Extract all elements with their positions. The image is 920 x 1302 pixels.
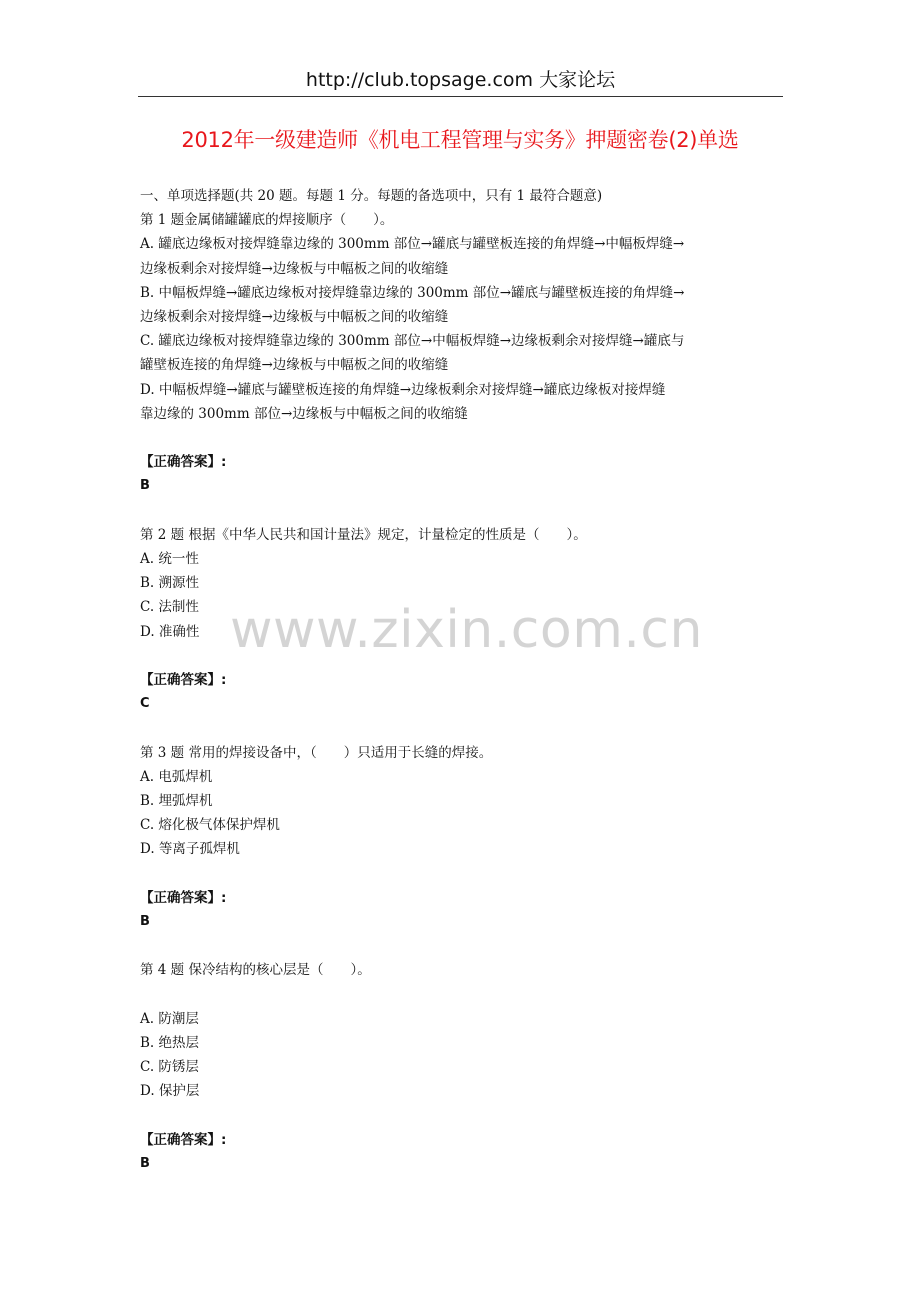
answer-value: B: [140, 478, 150, 494]
option-line: C. 法制性: [140, 599, 199, 616]
question-3: [140, 741, 785, 959]
answer-label: 【正确答案】:: [140, 889, 227, 906]
option-line: D. 准确性: [140, 623, 200, 640]
option-line: 罐壁板连接的角焊缝→边缘板与中幅板之间的收缩缝: [140, 357, 449, 374]
option-line: 靠边缘的 300mm 部位→边缘板与中幅板之间的收缩缝: [140, 405, 468, 422]
watermark: www.zixin.com.cn: [230, 600, 703, 660]
option-line: B. 溯源性: [140, 575, 200, 592]
option-line: D. 等离子孤焊机: [140, 841, 240, 858]
page-header: [138, 64, 783, 97]
answer-label: 【正确答案】:: [140, 1131, 227, 1148]
option-line: 边缘板剩余对接焊缝→边缘板与中幅板之间的收缩缝: [140, 309, 449, 326]
option-line: D. 中幅板焊缝→罐底与罐壁板连接的角焊缝→边缘板剩余对接焊缝→罐底边缘板对接焊缝: [140, 381, 666, 398]
question-stem: 第 4 题 保冷结构的核心层是（ ）。: [140, 962, 371, 979]
option-line: A. 统一性: [140, 551, 199, 568]
option-line: B. 中幅板焊缝→罐底边缘板对接焊缝靠边缘的 300mm 部位→罐底与罐壁板连接的角焊缝→: [140, 284, 685, 301]
answer-label: 【正确答案】:: [140, 672, 227, 689]
document-body: [140, 184, 785, 1176]
answer-value: C: [140, 696, 150, 712]
option-line: C. 防锈层: [140, 1059, 199, 1076]
document-title: 2012年一级建造师《机电工程管理与实务》押题密卷(2)单选: [181, 128, 739, 152]
question-stem: 第 2 题 根据《中华人民共和国计量法》规定，计量检定的性质是（ ）。: [140, 526, 587, 543]
header-site-text: http://club.topsage.com 大家论坛: [305, 69, 616, 91]
option-line: C. 罐底边缘板对接焊缝靠边缘的 300mm 部位→中幅板焊缝→边缘板剩余对接焊缝→罐底与: [140, 333, 685, 350]
answer-value: B: [140, 914, 150, 930]
answer-label: 【正确答案】:: [140, 454, 227, 471]
question-stem: 第 3 题 常用的焊接设备中，（ ）只适用于长缝的焊接。: [140, 744, 493, 761]
question-4: [140, 958, 785, 1176]
question-stem: 第 1 题金属储罐罐底的焊接顺序（ ）。: [140, 212, 394, 229]
answer-value: B: [140, 1156, 150, 1171]
option-line: 边缘板剩余对接焊缝→边缘板与中幅板之间的收缩缝: [140, 260, 449, 277]
option-line: C. 熔化极气体保护焊机: [140, 817, 280, 834]
section-intro: 一、单项选择题(共 20 题。每题 1 分。每题的备选项中，只有 1 最符合题意): [140, 188, 603, 204]
option-line: B. 绝热层: [140, 1035, 200, 1051]
option-line: D. 保护层: [140, 1083, 200, 1100]
option-line: A. 防潮层: [140, 1010, 199, 1027]
question-1: [140, 208, 785, 523]
question-2: [140, 523, 785, 741]
option-line: B. 埋弧焊机: [140, 793, 213, 810]
option-line: A. 罐底边缘板对接焊缝靠边缘的 300mm 部位→罐底与罐壁板连接的角焊缝→中幅板焊缝→: [140, 236, 685, 253]
option-line: A. 电弧焊机: [140, 768, 213, 785]
